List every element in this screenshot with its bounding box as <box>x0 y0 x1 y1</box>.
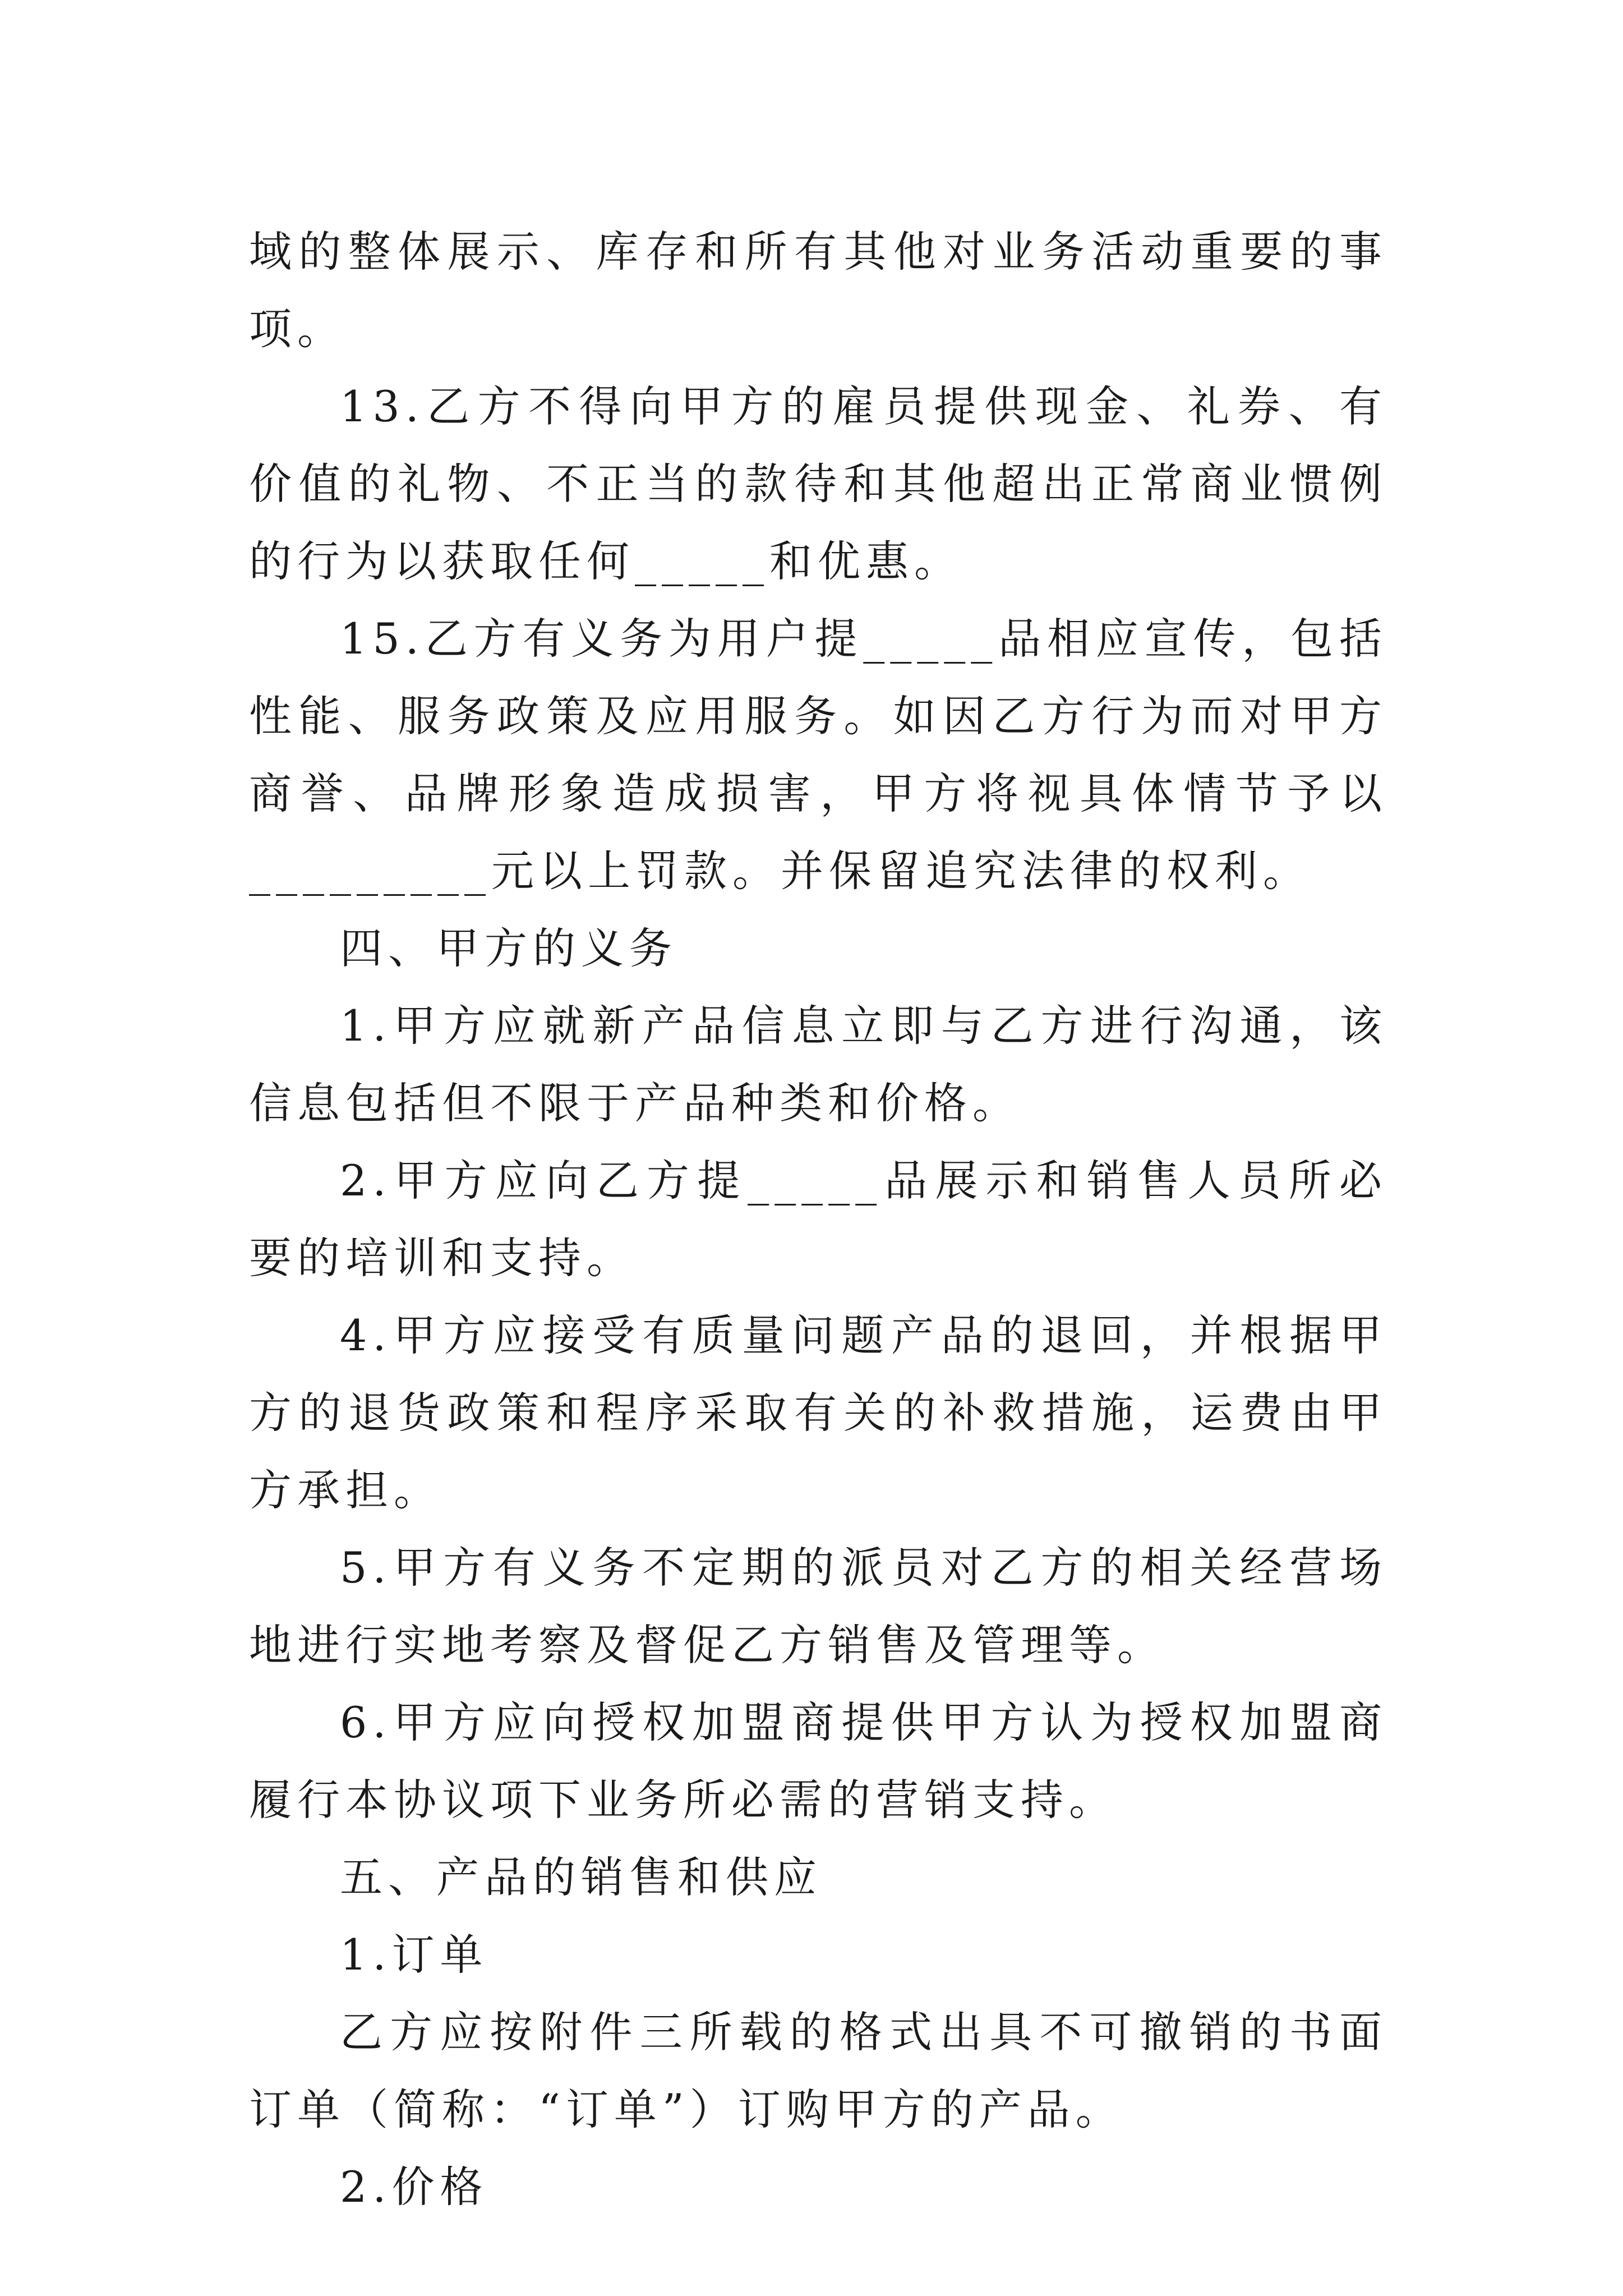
section-heading: 五、产品的销售和供应 <box>340 1852 822 1902</box>
document-body <box>249 213 1387 2226</box>
subsection-heading: 2.价格 <box>340 2162 488 2212</box>
paragraph: 13.乙方不得向甲方的雇员提供现金、礼券、有价值的礼物、不正当的款待和其他超出正常商业惯例的行为以获取任何_____和优惠。 <box>249 381 1387 586</box>
paragraph: 2.甲方应向乙方提_____品展示和销售人员所必要的培训和支持。 <box>249 1156 1387 1283</box>
paragraph: 15.乙方有义务为用户提_____品相应宣传，包括性能、服务政策及应用服务。如因乙方行为而对甲方商誉、品牌形象造成损害，甲方将视具体情节予以_________元以上罚款。并保留追究法律的权利。 <box>249 614 1387 896</box>
paragraph: 乙方应按附件三所载的格式出具不可撤销的书面订单（简称：“订单”）订购甲方的产品。 <box>249 2007 1387 2134</box>
paragraph: 域的整体展示、库存和所有其他对业务活动重要的事项。 <box>249 227 1387 354</box>
subsection-heading: 1.订单 <box>340 1930 488 1980</box>
paragraph: 4.甲方应接受有质量问题产品的退回，并根据甲方的退货政策和程序采取有关的补救措施，运费由甲方承担。 <box>249 1310 1387 1515</box>
paragraph: 1.甲方应就新产品信息立即与乙方进行沟通，该信息包括但不限于产品种类和价格。 <box>249 1001 1387 1128</box>
section-heading: 四、甲方的义务 <box>340 923 677 973</box>
paragraph: 6.甲方应向授权加盟商提供甲方认为授权加盟商履行本协议项下业务所必需的营销支持。 <box>249 1697 1387 1825</box>
paragraph: 5.甲方有义务不定期的派员对乙方的相关经营场地进行实地考察及督促乙方销售及管理等。 <box>249 1543 1387 1670</box>
